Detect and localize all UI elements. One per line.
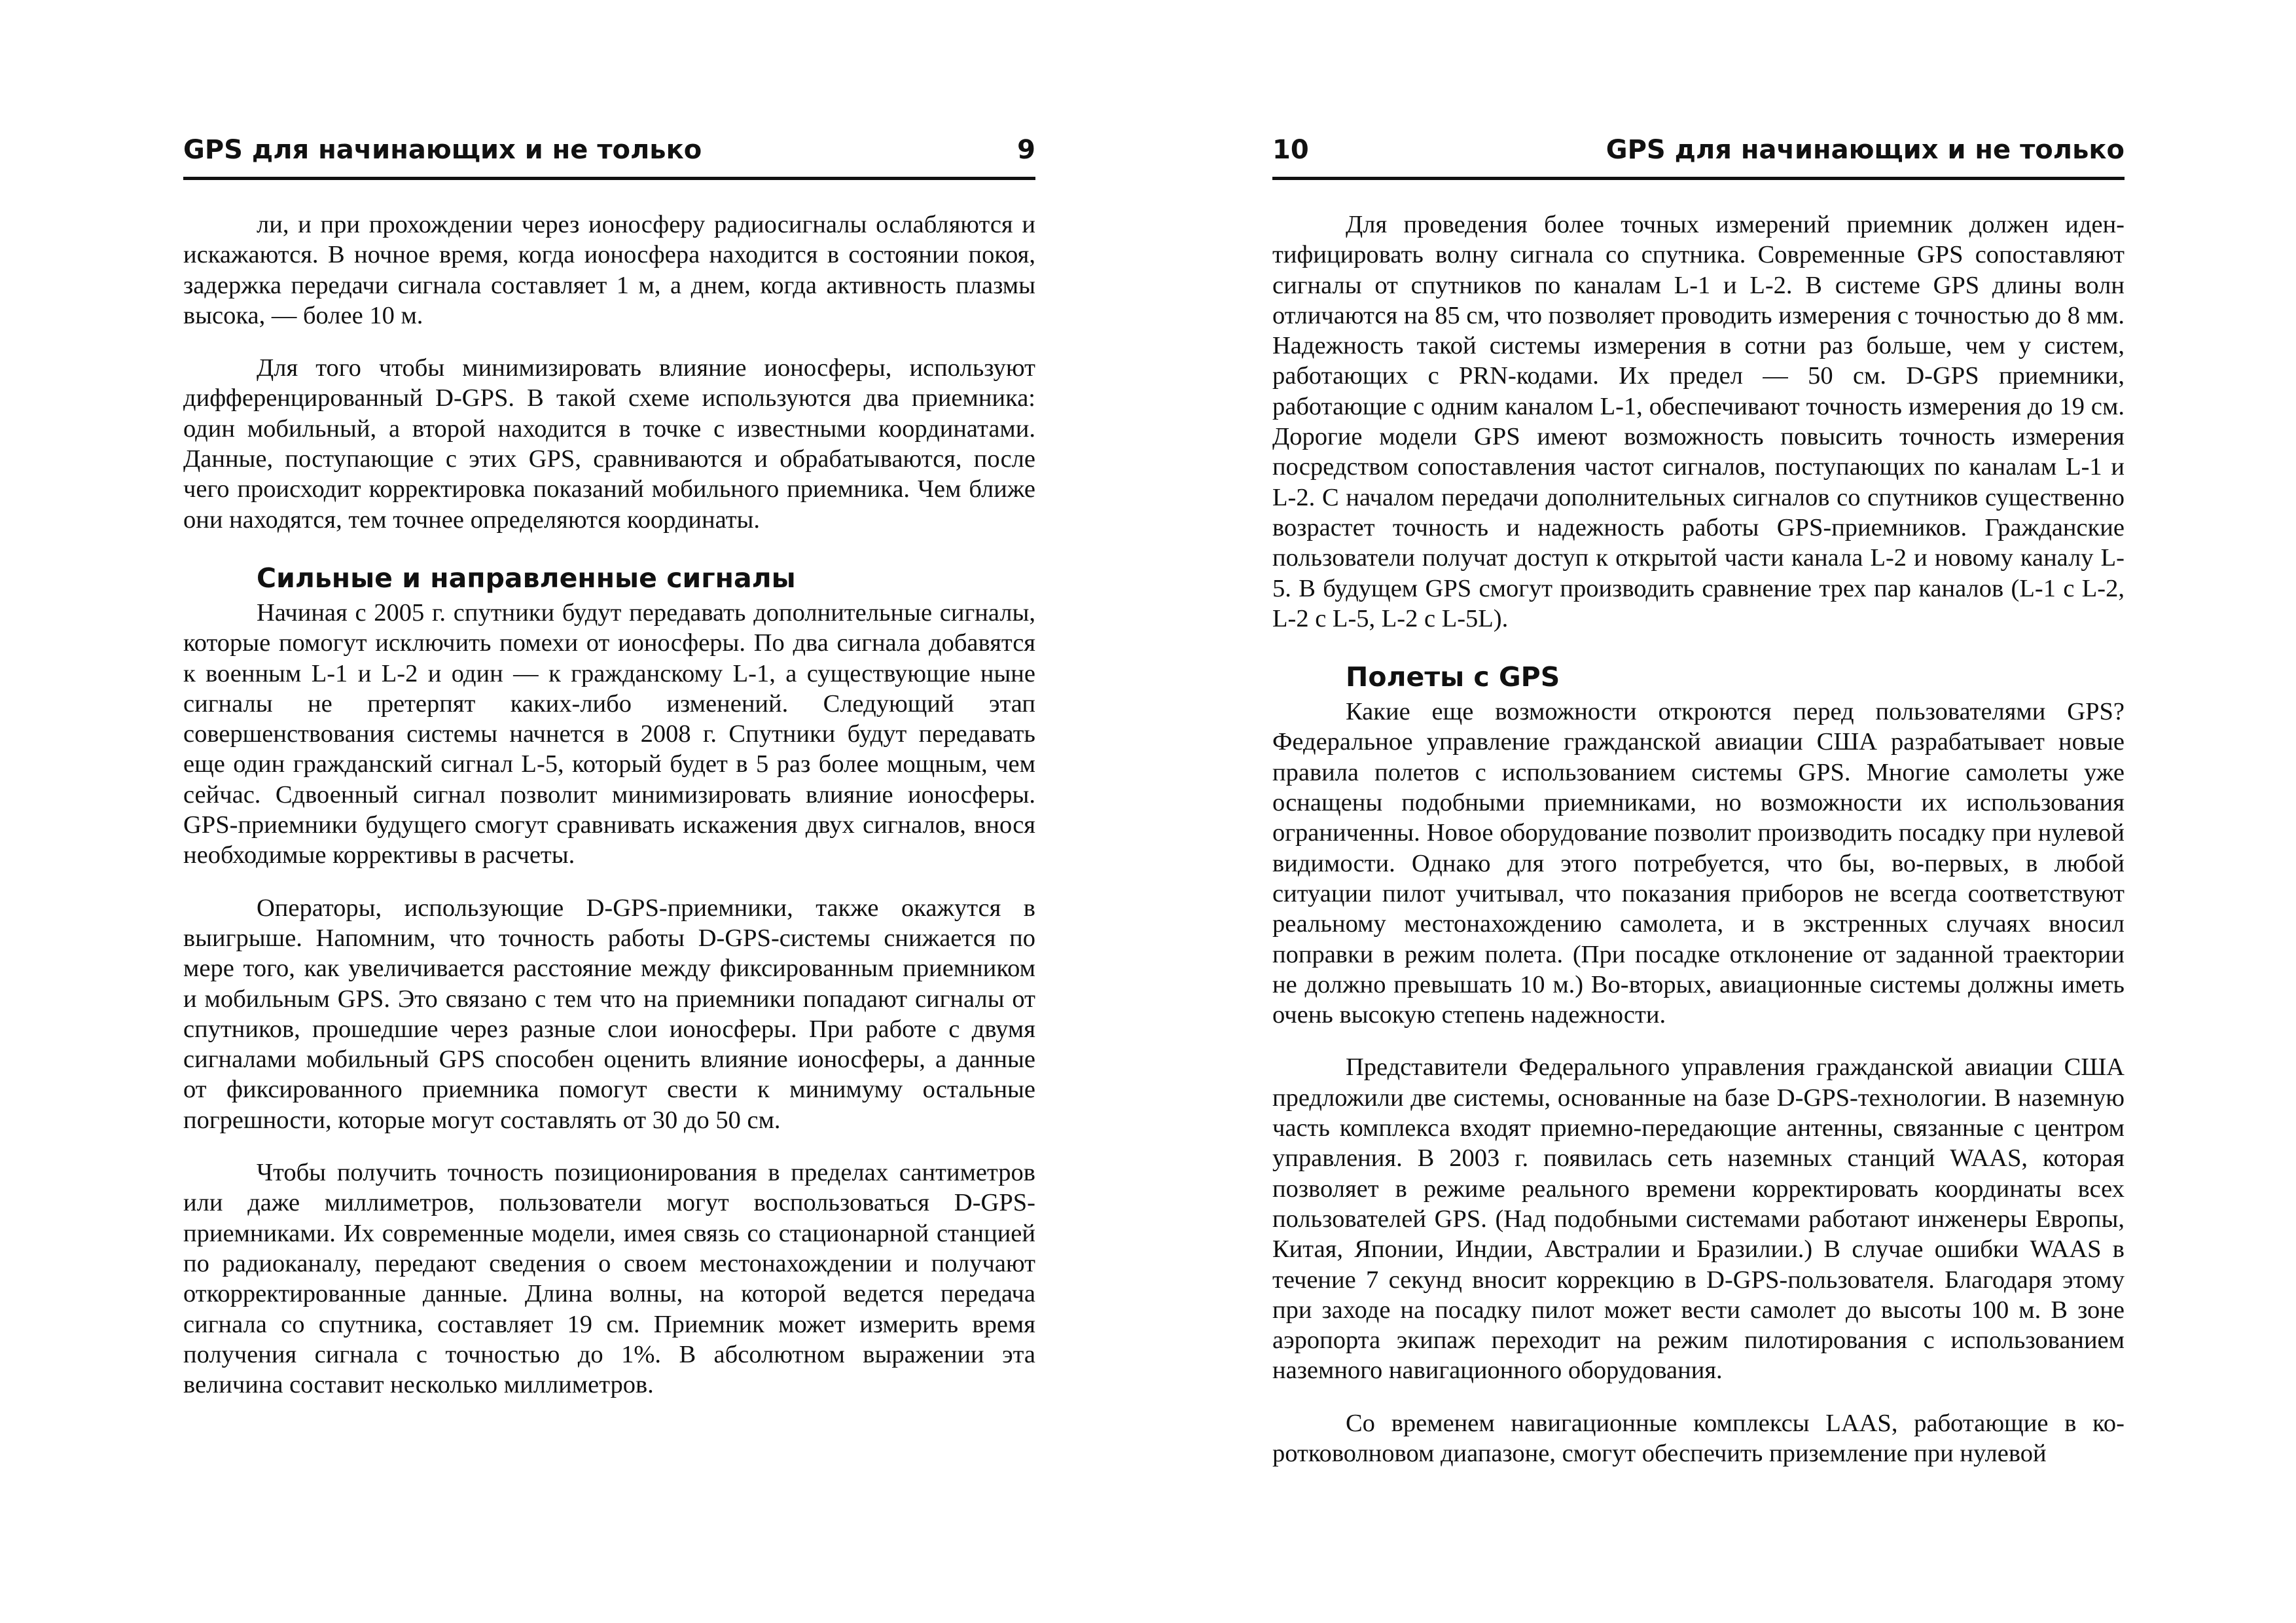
right-running-header	[1272, 123, 2125, 180]
right-paragraph-4: Со временем навигационные комплексы LAAS, работающие в коротковолновом диапазоне, смогут обеспечить приземление при нулевой	[1272, 1409, 2125, 1467]
left-paragraph-4: Операторы, использующие D-GPS-приемники, также окажутся в выигрыше. Напомним, что точность работы D-GPS-системы снижается по мере того, как увеличивается расстояние между фиксированным приемником и мобильным GPS. Это связано с тем что на приемники попадают сигналы от спутников, прошедшие через разные слои ионосферы. При работе с двумя сигналами мобильный GPS способен оценить влияние ионосферы, а данные от фиксированного приемника помогут свести к минимуму остальные погрешности, которые могут составлять от 30 до 50 см.	[183, 894, 1035, 1134]
right-header-title: GPS для начинающих и не только	[1605, 135, 2125, 165]
left-body-text	[183, 210, 1035, 1400]
left-paragraph-2: Для того чтобы минимизировать влияние ионосферы, используют дифференцированный D-GPS. В такой схеме используются два приемника: один мобильный, а второй находится в точке с известными координатами. Данные, поступающие с этих GPS, сравниваются и обрабатываются, после чего происходит корректировка показаний мобильного приемника. Чем ближе они находятся, тем точнее определяются координаты.	[183, 354, 1035, 534]
right-paragraph-3: Представители Федерального управления гражданской авиации США предложили две системы, основанные на базе D-GPS-технологии. В наземную часть комплекса входят приемно-передающие антенны, связанные с центром управления. В 2003 г. появилась сеть наземных станций WAAS, которая позволяет в режиме реального времени корректировать координаты всех пользователей GPS. (Над подобными системами работают инженеры Европы, Китая, Японии, Индии, Австралии и Бразилии.) В случае ошибки WAAS в течение 7 секунд вносит коррекцию в D-GPS-пользователя. Благодаря этому при заходе на посадку пилот может вести самолет до высоты 100 м. В зоне аэропорта экипаж переходит на режим пилотирования с использованием наземного навигационного оборудования.	[1272, 1053, 2125, 1385]
right-paragraph-2: Какие еще возможности откроются перед пользователями GPS? Федеральное управление гражданской авиации США разрабатывает новые правила полетов с использованием системы GPS. Многие самолеты уже оснащены подобными приемниками, но возможности их использования ограниченны. Новое оборудование позволит производить посадку при нулевой видимости. Однако для этого потребуется, что бы, во-первых, в любой ситуации пилот учитывал, что показания приборов не всегда соответствуют реальному местонахождению самолета, и в экстренных случаях вносил поправки в режим полета. (При посадке отклонение от заданной траектории не должно превышать 10 м.) Во-вторых, авиационные системы должны иметь очень высокую степень надежности.	[1272, 698, 2125, 1029]
right-page	[1148, 0, 2296, 1623]
left-section-heading: Сильные и направленные сигналы	[257, 562, 796, 594]
right-paragraph-1: Для проведения более точных измерений приемник должен идентифицировать волну сигнала со спутника. Современные GPS сопоставляют сигналы от спутников по каналам L-1 и L-2. В системе GPS длины волн отличаются на 85 см, что позволяет проводить измерения с точностью до 8 мм. Надежность такой системы измерения в сотни раз больше, чем у систем, работающих с PRN-кодами. Их предел — 50 см. D-GPS приемники, работающие с одним каналом L-1, обеспечивают точность измерения до 19 см. Дорогие модели GPS имеют возможность повысить точность измерения посредством сопоставления частот сигналов, поступающих по каналам L-1 и L-2. С началом передачи дополнительных сигналов со спутников существенно возрастет точность и надежность работы GPS-приемников. Гражданские пользователи получат доступ к открытой части канала L-2 и новому каналу L-5. В будущем GPS смогут производить сравнение трех пар каналов (L-1 с L-2, L-2 с L-5, L-2 с L-5L).	[1272, 211, 2125, 632]
left-paragraph-3: Начиная с 2005 г. спутники будут передавать дополнительные сигналы, которые помогут исключить помехи от ионосферы. По два сигнала добавятся к военным L-1 и L-2 и один — к гражданскому L-1, а существующие ныне сигналы не претерпят каких-либо изменений. Следующий этап совершенствования системы начнется в 2008 г. Спутники будут передавать еще один гражданский сигнал L-5, который будет в 5 раз более мощным, чем сейчас. Сдвоенный сигнал позволит минимизировать влияние ионосферы. GPS-приемники будущего смогут сравнивать искажения двух сигналов, внося необходимые коррективы в расчеты.	[183, 598, 1035, 869]
left-running-header	[183, 123, 1035, 180]
left-page-number: 9	[1017, 135, 1035, 165]
left-header-title: GPS для начинающих и не только	[183, 135, 702, 165]
right-body-text	[1272, 210, 2125, 1468]
right-section-heading: Полеты с GPS	[1346, 661, 1560, 693]
left-paragraph-5: Чтобы получить точность позиционирования в пределах сантиметров или даже миллиметров, пользователи могут воспользоваться D-GPS-приемниками. Их современные модели, имея связь со стационарной станцией по радиоканалу, передают сведения о своем местонахождении и получают откорректированные данные. Длина волны, на которой ведется передача сигнала со спутника, составляет 19 см. Приемник может измерить время получения сигнала с точностью до 1%. В абсолютном выражении эта величина составит несколько миллиметров.	[183, 1159, 1035, 1399]
right-page-number: 10	[1272, 135, 1309, 165]
left-paragraph-1: ли, и при прохождении через ионосферу радиосигналы ослабляются и искажаются. В ночное время, когда ионосфера находится в состоянии покоя, задержка передачи сигнала составляет 1 м, а днем, когда активность плазмы высока, — более 10 м.	[183, 211, 1035, 329]
